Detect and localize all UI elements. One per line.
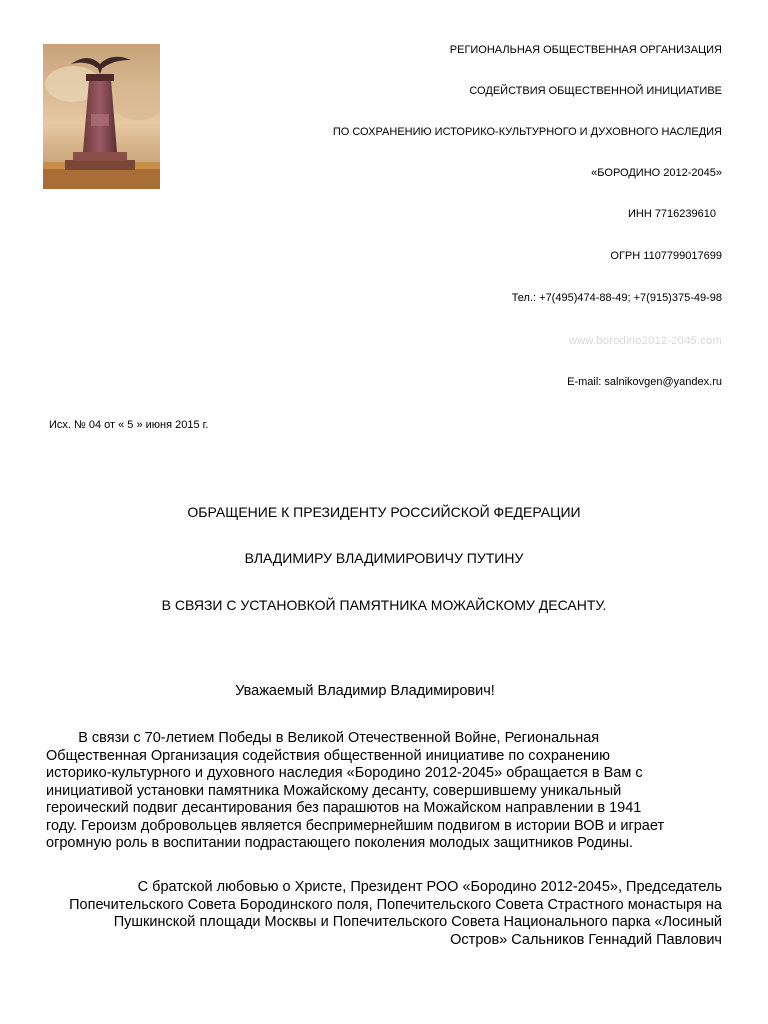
signature-line: С братской любовью о Христе, Президент РОО «Бородино 2012-2045», Председатель	[137, 879, 722, 895]
ogrn: ОГРН 1107799017699	[610, 250, 722, 262]
body-line: году. Героизм добровольцев является беспримернейшим подвигом в истории ВОВ и играет	[46, 817, 665, 834]
outgoing-reference: Исх. № 04 от « 5 » июня 2015 г.	[49, 419, 209, 431]
org-title: «БОРОДИНО 2012-2045»	[591, 167, 722, 179]
title-line3: В СВЯЗИ С УСТАНОВКОЙ ПАМЯТНИКА МОЖАЙСКОМУ ДЕСАНТУ.	[161, 597, 607, 613]
signature-line: Попечительского Совета Бородинского поля, Попечительского Совета Страстного монастыря на	[69, 896, 722, 913]
body-line: героический подвиг десантирования без парашютов на Можайском направлении в 1941	[46, 800, 642, 816]
body-line: историко-культурного и духовного наследия «Бородино 2012-2045» обращается в Вам с	[46, 765, 643, 781]
signature-line: Пушкинской площади Москвы и Попечительского Совета Национального парка «Лосиный	[113, 914, 722, 930]
website-link[interactable]: www.borodino2012-2045.com	[568, 335, 722, 347]
signature-line: Остров» Сальников Геннадий Павлович	[450, 931, 722, 948]
org-name-line2: СОДЕЙСТВИЯ ОБЩЕСТВЕННОЙ ИНИЦИАТИВЕ	[469, 85, 722, 97]
inn: ИНН 7716239610	[627, 208, 716, 220]
body-line: В связи с 70-летием Победы в Великой Отечественной Войне, Региональная	[46, 730, 600, 746]
body-line: огромную роль в воспитании подрастающего поколения молодых защитников Родины.	[46, 835, 634, 851]
phone: Тел.: +7(495)474-88-49; +7(915)375-49-98	[511, 292, 722, 304]
org-name-line1: РЕГИОНАЛЬНАЯ ОБЩЕСТВЕННАЯ ОРГАНИЗАЦИЯ	[449, 44, 722, 56]
body-line: инициативой установки памятника Можайскому десанту, совершившему уникальный	[46, 782, 622, 799]
greeting: Уважаемый Владимир Владимирович!	[235, 683, 495, 699]
email[interactable]: E-mail: salnikovgen@yandex.ru	[567, 376, 722, 388]
body-line: Общественная Организация содействия общественной инициативе по сохранению	[46, 747, 611, 764]
title-line2: ВЛАДИМИРУ ВЛАДИМИРОВИЧУ ПУТИНУ	[244, 550, 524, 566]
monument-logo	[43, 44, 160, 189]
letter-body	[46, 730, 726, 853]
signature-block	[2, 879, 722, 949]
org-name-line3: ПО СОХРАНЕНИЮ ИСТОРИКО-КУЛЬТУРНОГО И ДУХОВНОГО НАСЛЕДИЯ	[332, 126, 722, 138]
title-line1: ОБРАЩЕНИЕ К ПРЕЗИДЕНТУ РОССИЙСКОЙ ФЕДЕРАЦИИ	[187, 504, 581, 520]
